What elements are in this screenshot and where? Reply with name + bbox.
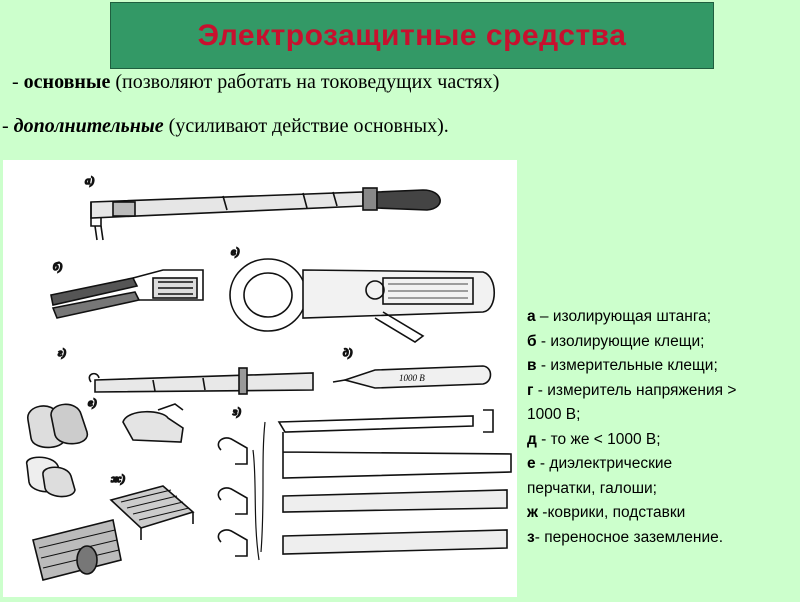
legend-key: з	[527, 528, 535, 546]
gauge-text: 1000 В	[399, 373, 425, 383]
voltage-indicator-rod-drawing	[58, 347, 313, 394]
legend-sep: -	[535, 455, 550, 472]
legend-key: а	[527, 308, 536, 325]
legend-key: ж	[527, 504, 538, 521]
line1-prefix: -	[12, 71, 24, 93]
legend-text: переносное заземление.	[544, 528, 724, 546]
tools-illustration	[3, 160, 517, 597]
term-additional: дополнительные	[13, 115, 164, 137]
legend-text: коврики, подставки	[547, 504, 686, 521]
gloves-galoshes-drawing	[27, 397, 183, 497]
label-b: б)	[53, 261, 63, 273]
voltage-indicator-small-drawing	[333, 347, 491, 388]
label-e: е)	[88, 397, 97, 409]
label-v: в)	[231, 246, 240, 258]
legend-text: то же < 1000 В;	[550, 430, 661, 448]
legend-item	[527, 305, 797, 330]
legend-item	[527, 403, 797, 428]
legend-item	[527, 477, 797, 502]
legend-key: е	[527, 455, 536, 472]
portable-grounding-drawing	[218, 406, 511, 560]
legend-item	[527, 526, 797, 551]
legend-sep: -	[536, 430, 551, 448]
term-basic: основные	[23, 71, 111, 93]
line1-description: (позволяют работать на токоведущих частях)	[110, 71, 500, 93]
legend-item	[527, 354, 797, 379]
legend-text: изолирующая штанга;	[552, 308, 712, 325]
label-a: а)	[85, 175, 95, 187]
legend	[527, 305, 797, 550]
insulating-rod-drawing	[85, 175, 440, 240]
legend-sep: -	[534, 528, 545, 546]
legend-sep: -	[536, 357, 551, 374]
legend-key: в	[527, 357, 537, 374]
legend-sep: -	[538, 504, 548, 521]
legend-text: измерительные клещи;	[550, 357, 718, 374]
legend-sep: -	[533, 381, 548, 399]
legend-text: перчатки, галоши;	[527, 479, 657, 497]
legend-text: изолирующие клещи;	[550, 332, 705, 350]
legend-key: г	[527, 381, 534, 399]
title-box	[110, 2, 714, 69]
measuring-clamp-drawing	[230, 246, 494, 342]
page-title: Электрозащитные средства	[197, 18, 627, 52]
legend-item	[527, 330, 797, 355]
label-d: д)	[343, 347, 353, 359]
insulating-pliers-drawing	[51, 261, 203, 318]
legend-text: измеритель напряжения >	[547, 381, 737, 399]
legend-key: д	[527, 430, 537, 448]
legend-item	[527, 379, 797, 404]
legend-item	[527, 452, 797, 477]
legend-item	[527, 501, 797, 526]
legend-sep: –	[535, 308, 553, 325]
legend-key: б	[527, 332, 537, 350]
legend-text: 1000 В;	[527, 406, 581, 423]
legend-text: диэлектрические	[549, 455, 673, 472]
label-z: з)	[233, 406, 241, 418]
text-line-additional	[2, 115, 449, 138]
text-line-basic	[12, 71, 499, 94]
label-g: г)	[58, 347, 66, 359]
line2-prefix: -	[2, 115, 14, 137]
label-zh: ж)	[111, 473, 125, 485]
legend-item	[527, 428, 797, 453]
legend-sep: -	[536, 332, 551, 350]
line2-description: (усиливают действие основных).	[163, 115, 449, 137]
